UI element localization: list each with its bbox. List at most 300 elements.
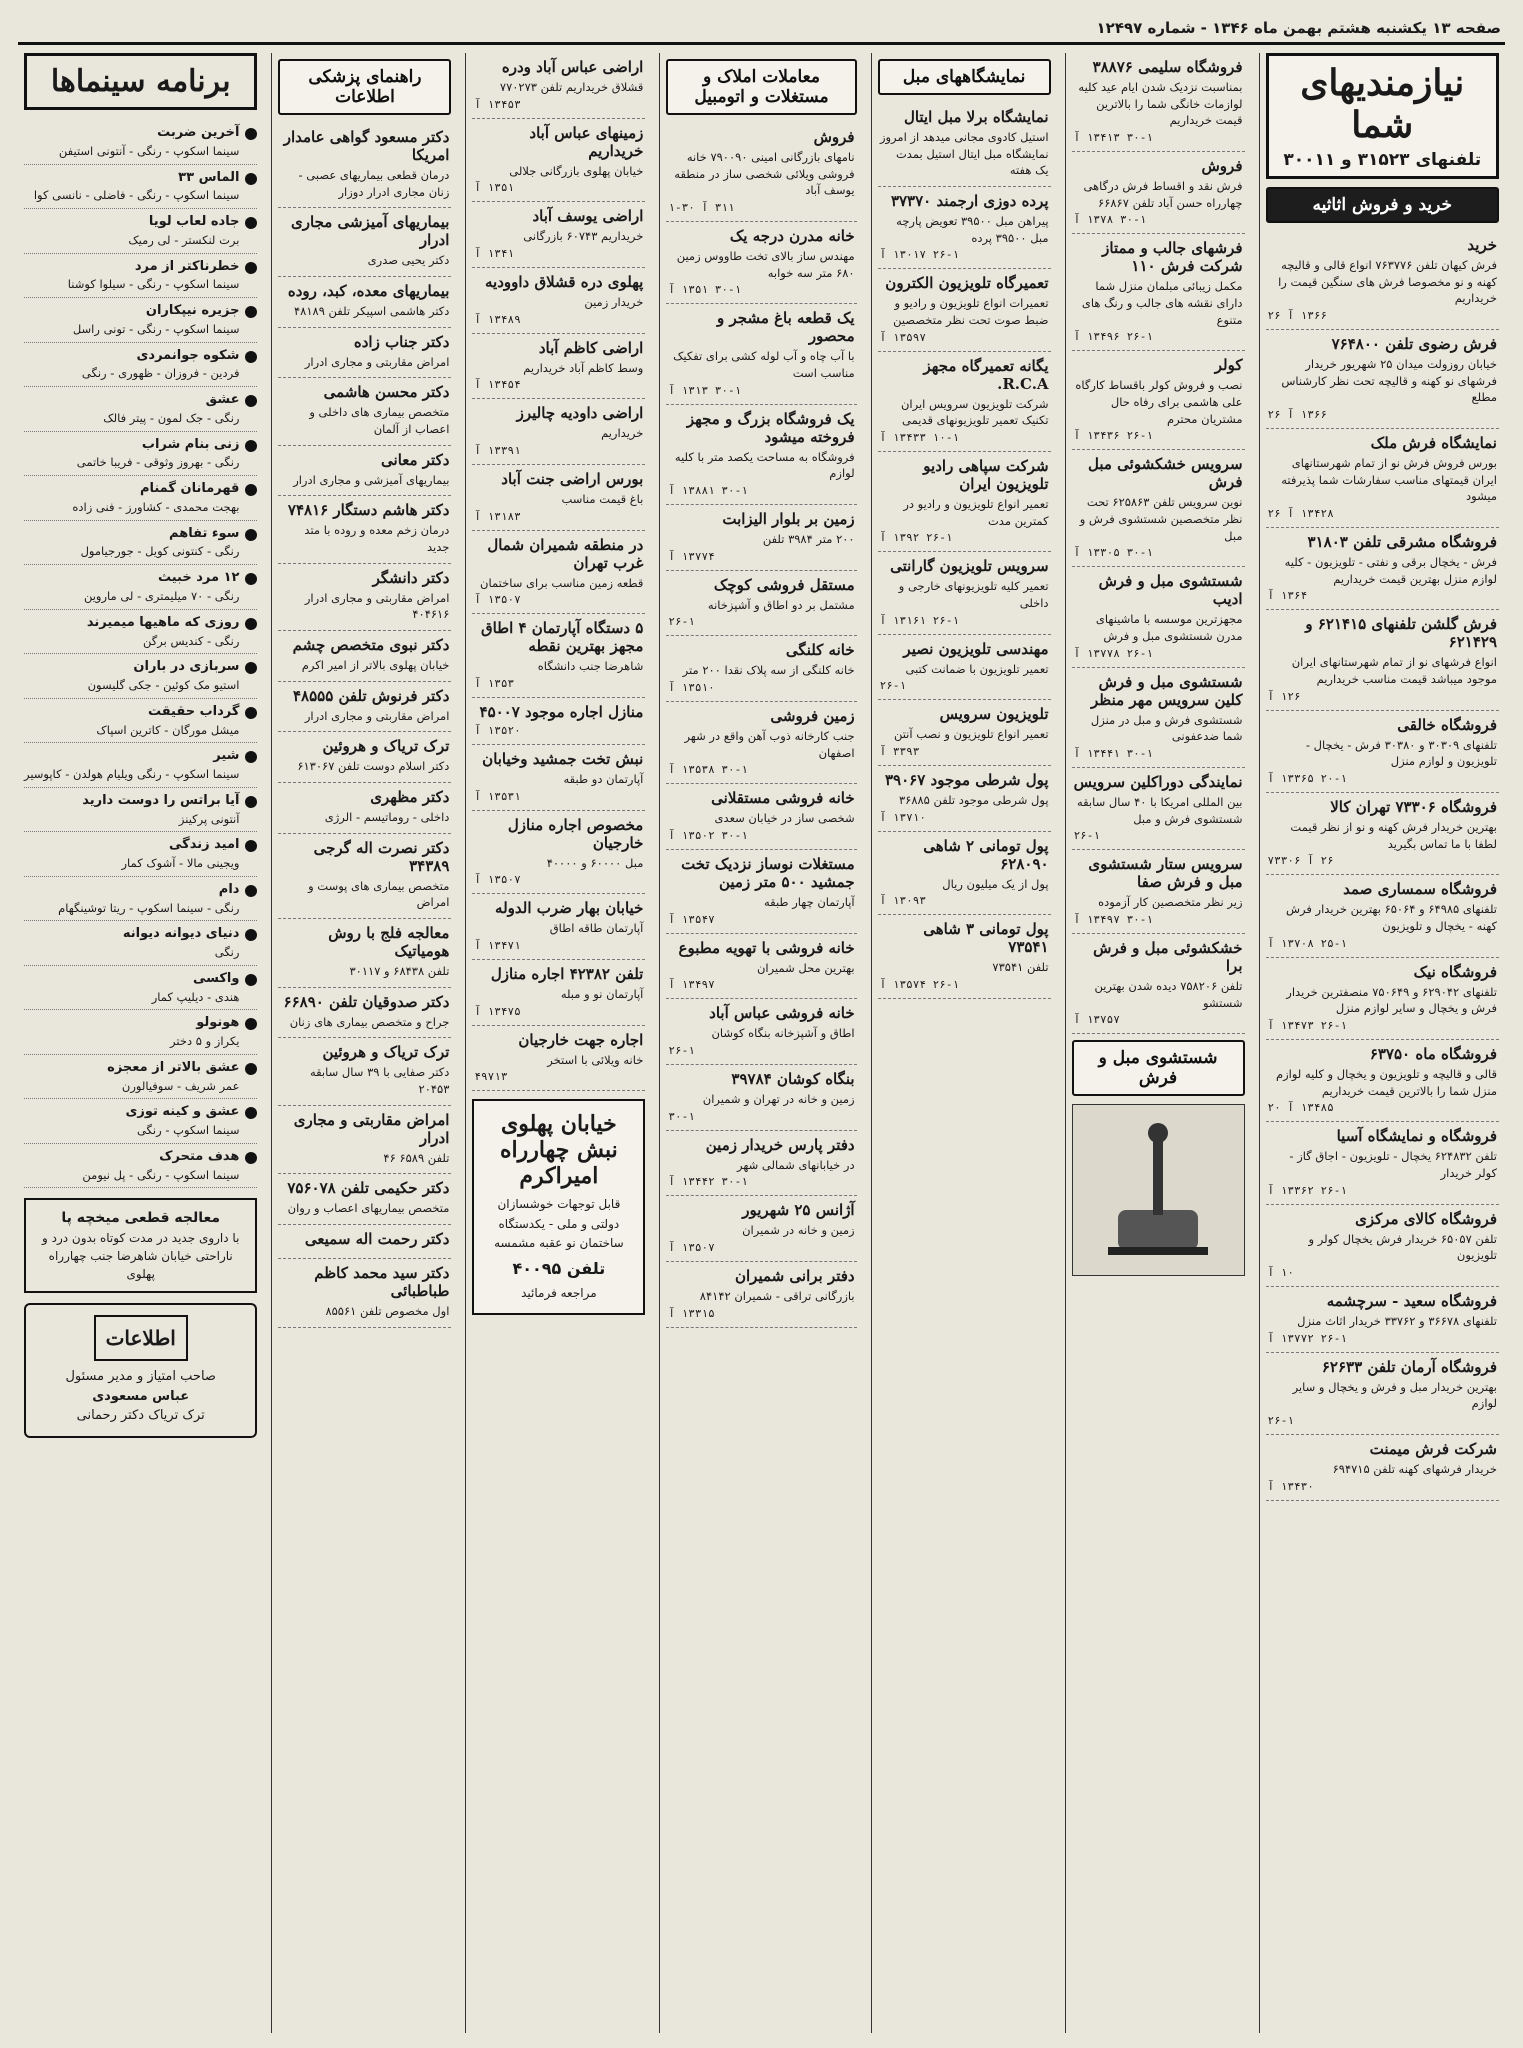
ad-code: ۱۳۳۱۵ آ — [668, 1306, 715, 1320]
ad-title: سرویس تلویزیون گارانتی — [890, 557, 1049, 576]
cinema-listing — [24, 1055, 257, 1100]
ad-body: خیابان روزولت میدان ۲۵ شهریور خریدار فرشهای نو کهنه و قالیچه تحت نظر کارشناس مطلع — [1281, 357, 1497, 405]
classified-ad — [278, 988, 451, 1039]
bullet-icon — [245, 707, 257, 719]
ad-title: پول تومانی ۳ شاهی ۷۳۵۴۱ — [923, 920, 1049, 957]
classified-ad — [1072, 450, 1245, 567]
ad-title: بیماریهای آمیزشی مجاری ادرار — [291, 213, 450, 250]
classified-ad — [278, 328, 451, 379]
ad-body: خیابان پهلوی بالاتر از امیر اکرم — [301, 658, 450, 673]
classified-ad — [666, 1262, 856, 1328]
classified-ad — [472, 960, 645, 1026]
movie-title: زنی بنام شراب — [141, 436, 240, 452]
movie-title: سربازی در باران — [133, 659, 240, 675]
bullet-icon — [245, 885, 257, 897]
ad-code: ۲۶-۱ ۱۳۴۹۶ آ — [1073, 330, 1154, 344]
ad-body: مجهزترین موسسه با ماشینهای مدرن شستشوی مبل و فرش — [1095, 612, 1243, 644]
ad-title: دکتر حکیمی تلفن ۷۵۶۰۷۸ — [287, 1179, 450, 1198]
ad-code: ۱۳۵۰۷ آ — [668, 1241, 715, 1255]
ad-code: ۱۳۵۴۷ آ — [668, 912, 715, 926]
ad-title: شرکت سپاهی رادیو تلویزیون ایران — [923, 457, 1049, 494]
ad-title: دکتر محسن هاشمی — [323, 383, 450, 402]
ad-body: فروشگاه به مساحت یکصد متر با کلیه لوازم — [674, 449, 855, 481]
bullet-icon — [245, 484, 257, 496]
ad-code: ۱۳۵۰۷ آ — [474, 593, 521, 607]
ad-code: ۱۳۴۱ آ — [474, 247, 515, 261]
ad-body: بهترین خریدار مبل و فرش و یخچال و سایر لوازم — [1292, 1379, 1497, 1411]
classified-ad — [278, 378, 451, 445]
ad-code: ۱۳۷۷۴ آ — [668, 549, 715, 563]
classified-ad — [278, 277, 451, 328]
ad-title: فروشگاه نیک — [1413, 962, 1497, 981]
ad-code: ۲۶-۱ ۱۳۹۲ آ — [879, 531, 953, 545]
classified-ad — [878, 269, 1051, 351]
ad-code: ۳۰-۱ ۱۳۵۳۸ آ — [668, 763, 748, 777]
movie-details: برت لنکستر - لی رمیک — [128, 232, 240, 247]
classified-ad — [1072, 567, 1245, 667]
ad-body: شستشوی فرش و مبل در منزل شما ضدعفونی — [1090, 712, 1243, 744]
ad-code: ۳۰-۱ ۱۳۱۳ آ — [668, 383, 742, 397]
ad-code: ۱۳۴۸۵ آ ۲۰ — [1267, 1101, 1334, 1115]
ad-title: در منطقه شمیران شمال غرب تهران — [487, 535, 644, 572]
ad-body: درمان زخم معده و روده با متد جدید — [304, 523, 450, 555]
cinema-listing — [24, 343, 257, 388]
ad-title: اجاره جهت خارجیان — [518, 1030, 644, 1049]
classified-ad — [472, 465, 645, 531]
cinema-listing — [24, 565, 257, 610]
cinema-text — [96, 703, 239, 739]
classified-ad — [666, 850, 856, 934]
ad-code: ۲۶-۱ ۱۳۴۳۶ آ — [1073, 429, 1154, 443]
ad-title: فروشگاه سعید - سرچشمه — [1326, 1292, 1497, 1311]
col2-ads — [1072, 53, 1245, 1034]
ad-title: نمایشگاه برلا مبل ایتال — [903, 108, 1049, 126]
section-buysell: خرید و فروش اثاثیه — [1266, 187, 1499, 223]
cinema-listing — [24, 476, 257, 521]
ad-code: ۲۶-۱ — [668, 1044, 695, 1058]
classified-ad — [666, 1131, 856, 1197]
ad-body: قشلاق خریداریم تلفن ۷۷۰۲۷۳ — [499, 80, 644, 94]
movie-title: دنیای دیوانه دیوانه — [122, 926, 240, 942]
column-realestate — [659, 53, 862, 2033]
ad-title: معالجه فلج با روش هومیاتیک — [328, 924, 450, 961]
ad-code: ۱۳۴۷۱ آ — [474, 939, 521, 953]
ad-title: دکتر جناب زاده — [353, 332, 450, 351]
cinema-listing — [24, 877, 257, 922]
ad-code: ۳۰-۱ ۱۳۵۱ آ — [668, 283, 742, 297]
cinema-text — [88, 658, 240, 694]
cinema-listing — [24, 788, 257, 833]
classified-ad — [1266, 1122, 1499, 1204]
ad-body: فرش نقد و اقساط فرش درگاهی چهارراه حسن آباد تلفن ۶۶۸۶۷ — [1083, 179, 1243, 210]
cinema-listing — [24, 832, 257, 877]
ad-title: دکتر نصرت اله گرجی ۳۴۳۸۹ — [313, 838, 450, 875]
column-doctors — [271, 53, 457, 2033]
ad-code: ۱۳۳۹۱ آ — [474, 444, 521, 458]
cinema-text — [82, 792, 239, 828]
classified-ad — [1266, 711, 1499, 793]
classified-ad — [278, 732, 451, 783]
ad-body: دکتر صفایی با ۳۹ سال سابقه ۲۰۴۵۳ — [309, 1065, 450, 1097]
ad-title: فرشهای جالب و ممتاز شرکت فرش ۱۱۰ — [1102, 239, 1243, 276]
classified-ad — [278, 1174, 451, 1225]
cinema-listing — [24, 743, 257, 788]
classified-ad — [666, 505, 856, 571]
movie-details: رنگی - جک لمون - پیتر فالک — [103, 410, 240, 425]
classified-ad — [1072, 351, 1245, 450]
cinema-text — [128, 213, 239, 249]
bullet-icon — [245, 1018, 257, 1030]
ad-body: تعمیر کلیه تلویزیونهای خارجی و داخلی — [898, 579, 1049, 611]
cinema-listing — [24, 966, 257, 1011]
ad-title: نمایندگی دوراکلین سرویس — [1073, 773, 1243, 792]
ad-body: دکتر یحیی صدری — [367, 253, 450, 268]
ad-body: مشتمل بر دو اطاق و آشپزخانه — [707, 597, 855, 612]
ad-code: ۱۳۶۴ آ — [1267, 589, 1308, 603]
ad-body: درمان قطعی بیماریهای عصبی - زنان مجاری ادرار دوزار — [298, 168, 450, 199]
ad-code: ۱۳۴۵۳ آ — [474, 97, 521, 111]
ad-title: بورس اراضی جنت آباد — [501, 470, 644, 489]
col6-ads — [278, 123, 451, 1328]
classified-ad — [472, 614, 645, 698]
ad-title: مستقل فروشی کوچک — [713, 575, 855, 594]
needs-phones: تلفنهای ۳۱۵۲۳ و ۳۰۰۱۱ — [1283, 150, 1482, 170]
cinema-listing — [24, 699, 257, 744]
bullet-icon — [245, 1063, 257, 1075]
ad-title: تعمیرگاه تلویزیون الکترون — [885, 274, 1049, 293]
ad-code: ۲۶-۱ — [668, 615, 695, 629]
cinema-text — [84, 569, 239, 605]
bullet-icon — [245, 306, 257, 318]
ad-code: ۳۱۱ آ ۳۰-۱ — [668, 201, 735, 215]
movie-title: شکوه جوانمردی — [136, 347, 240, 363]
ad-code: ۲۶-۱ ۱۳۷۷۸ آ — [1073, 646, 1154, 660]
ad-title: یک قطعه باغ مشجر و محصور — [717, 309, 855, 346]
cinema-list — [24, 120, 257, 1188]
movie-details: آنتونی پرکینز — [178, 811, 240, 826]
ad-code: ۱۳۴۵۴ آ — [474, 378, 521, 392]
ad-body: متخصص بیماری های پوست و امراض — [308, 878, 450, 910]
classified-ad — [472, 119, 645, 203]
section-realestate: معاملات املاک و مستغلات و اتومبیل — [666, 59, 856, 115]
classified-ad — [472, 1026, 645, 1092]
classified-ad — [1266, 875, 1499, 957]
vacuum-illustration — [1072, 1104, 1245, 1276]
ad-title: مخصوص اجاره منازل خارجیان — [507, 815, 644, 852]
ad-body: آپارتمان دو طبقه — [563, 772, 644, 787]
column-cinema — [18, 53, 263, 2033]
ad-body: بورس فروش فرش نو از تمام شهرستانهای ایران قیمتهای مناسب سفارشات شما پذیرفته میشود — [1281, 456, 1497, 504]
ad-title: دفتر برانی شمیران — [734, 1267, 855, 1286]
movie-details: هندی - دیلیپ کمار — [151, 989, 240, 1004]
ad-title: شستشوی مبل و فرش کلین سرویس مهر منظر — [1091, 672, 1243, 709]
ad-title: سرویس خشکشوئی مبل فرش — [1088, 455, 1243, 492]
ad-body: بیماریهای آمیزشی و مجاری ادرار — [293, 472, 450, 487]
cinema-listing — [24, 165, 257, 210]
movie-details: سینما اسکوپ - رنگی - فاضلی - نانسی کوا — [33, 188, 240, 203]
publisher-line1: صاحب امتیاز و مدیر مسئول — [65, 1369, 216, 1385]
classified-ad — [278, 123, 451, 208]
classified-ad — [278, 834, 451, 919]
classified-ad — [472, 202, 645, 268]
ad-body: تلفن ۶۲۴۸۳۲ یخچال - تلویزیون - اجاق گاز - کولر خریدار — [1289, 1149, 1497, 1181]
movie-details: فردین - فروزان - ظهوری - رنگی — [81, 366, 240, 381]
ad-title: اراضی عباس آباد ودره — [501, 58, 644, 76]
ad-title: خانه فروشی عباس آباد — [709, 1004, 855, 1023]
movie-details: سینما اسکوپ - رنگی ویلیام هولدن - کاپوسیر — [23, 767, 240, 782]
vacuum-icon — [1098, 1115, 1218, 1265]
ad-body: آپارتمان نو و مبله — [560, 987, 644, 1002]
ad-title: فروشگاه و نمایشگاه آسیا — [1336, 1127, 1497, 1146]
classified-ad — [278, 1038, 451, 1105]
movie-details: سینما اسکوپ - رنگی — [136, 1123, 240, 1138]
ad-body: داخلی - روماتیسم - الرژی — [324, 810, 450, 825]
ad-title: اراضی کاظم آباد — [538, 338, 644, 357]
classified-ad — [278, 564, 451, 631]
ad-body: قطعه زمین مناسب برای ساختمان — [480, 575, 644, 590]
bullet-icon — [245, 128, 257, 140]
ad-code: ۲۶-۱ ۱۳۵۷۴ آ — [879, 978, 960, 992]
header-issue: صفحه ۱۳ یکشنبه هشتم بهمن ماه ۱۳۴۶ - شماره ۱۲۴۹۷ — [1096, 19, 1501, 37]
ad-body: آپارتمان طاقه اطاق — [549, 921, 644, 936]
promo-phone: تلفن ۴۰۰۹۵ — [512, 1258, 606, 1278]
ad-code: ۱۳۵۹۷ آ — [879, 330, 926, 344]
movie-details: یکراز و ۵ دختر — [170, 1034, 240, 1049]
ad-body: پول شرطی موجود تلفن ۳۶۸۸۵ — [898, 793, 1049, 808]
ad-title: خانه مدرن درجه یک — [729, 227, 855, 246]
bullet-icon — [245, 351, 257, 363]
ad-code: ۲۶-۱ ۱۳۱۶۱ آ — [879, 613, 960, 627]
ad-body: خریدار زمین — [584, 295, 644, 310]
cinema-text — [103, 391, 239, 427]
column-exhibitions — [871, 53, 1057, 2033]
bullet-icon — [245, 529, 257, 541]
ad-title: سرویس ستار شستشوی مبل و فرش صفا — [1088, 855, 1243, 892]
cinema-listing — [24, 387, 257, 432]
ad-title: دکتر دانشگر — [372, 568, 450, 587]
section-doctors: راهنمای پزشکی اطلاعات — [278, 59, 451, 115]
ad-title: فروشگاه مشرقی تلفن ۳۱۸۰۳ — [1307, 533, 1497, 552]
ad-body: استیل کادوی مجانی میدهد از امروز نمایشگاه مبل ایتال استیل بمدت یک هفته — [879, 130, 1049, 178]
ad-code: ۳۰-۱ ۱۳۴۱۳ آ — [1073, 131, 1154, 145]
cinema-listing — [24, 254, 257, 299]
movie-title: جاده لعاب لویا — [148, 214, 240, 230]
ad-code: ۳۳۹۳ آ — [879, 745, 920, 759]
bullet-icon — [245, 974, 257, 986]
ad-code: ۲۰-۱ ۱۳۳۶۵ آ — [1267, 772, 1348, 786]
movie-details: رنگی - ۷۰ میلیمتری - لی ماروین — [83, 589, 240, 603]
ad-body: پیراهن مبل ۳۹۵۰۰ تعویض پارچه مبل ۳۹۵۰۰ پرده — [896, 214, 1049, 245]
publisher-line3: ترک تریاک دکتر رحمانی — [76, 1408, 205, 1424]
ad-body: پول از یک میلیون ریال — [942, 876, 1049, 891]
ad-body: فرش کیهان تلفن ۷۶۳۷۷۶ انواع قالی و قالیچه کهنه و نو مخصوصا فرش های سنگین قیمت را خریداریم — [1278, 258, 1497, 306]
ad-body: خانه کلنگی از سه پلاک نقدا ۲۰۰ متر — [682, 663, 855, 678]
ad-code: ۲۶-۱ ۱۳۳۶۲ آ — [1267, 1183, 1348, 1197]
ad-title: پرده دوزی ارجمند ۳۷۳۷۰ — [890, 192, 1049, 211]
cinema-text — [58, 881, 239, 917]
ad-code: ۱۳۴۹۷ آ — [668, 978, 715, 992]
classified-ad — [1266, 231, 1499, 330]
classified-ad — [1072, 850, 1245, 934]
ad-title: امراض مقاربتی و مجاری ادرار — [293, 1110, 450, 1147]
callus-box — [24, 1198, 257, 1293]
movie-details: رنگی - کندیس برگن — [143, 633, 240, 648]
bullet-icon — [245, 618, 257, 630]
ad-body: اول مخصوص تلفن ۸۵۵۶۱ — [325, 1304, 450, 1319]
ad-title: شرکت فرش میمنت — [1369, 1440, 1497, 1459]
movie-title: سوء تفاهم — [169, 525, 240, 541]
col5-ads — [472, 53, 645, 1091]
ad-body: تعمیر انواع تلویزیون و نصب آنتن — [893, 727, 1049, 742]
ad-body: دکتر هاشمی اسپیکر تلفن ۴۸۱۸۹ — [293, 304, 450, 319]
movie-details: ویجینی مالا - آشوک کمار — [121, 856, 240, 871]
movie-details: استیو مک کوئین - جکی گلیسون — [87, 678, 240, 693]
ad-body: تعمیر انواع تلویزیون و رادیو در کمترین مدت — [903, 497, 1049, 528]
cinema-text — [34, 169, 240, 205]
ad-title: دفتر پارس خریدار زمین — [705, 1135, 855, 1154]
ad-body: مهندس ساز بالای تخت طاووس زمین ۶۸۰ متر سه خوابه — [676, 249, 855, 280]
ad-code: ۱۰-۱ ۱۳۴۳۳ آ — [879, 431, 960, 445]
classified-ad — [278, 783, 451, 834]
ad-code: ۲۶-۱ ۱۳۴۷۳ آ — [1267, 1019, 1348, 1033]
ad-code: ۱۳۴۲۸ آ ۲۶ — [1267, 507, 1334, 521]
classified-ad — [878, 187, 1051, 269]
ad-title: اراضی داودیه چالیرز — [516, 404, 644, 423]
ad-body: بهترین محل شمیران — [756, 960, 855, 975]
cinema-text — [87, 614, 240, 650]
column-furniture-sale — [1065, 53, 1251, 2033]
bullet-icon — [245, 840, 257, 852]
promo-body: قابل توجهات خوشسازان دولتی و ملی - یکدستگاه ساختمان نو عقبه مشمسه — [494, 1197, 624, 1250]
ad-body: مبل ۶۰۰۰۰ و ۴۰۰۰۰ — [546, 855, 644, 870]
bullet-icon — [245, 217, 257, 229]
ad-body: تلفنهای ۶۲۹۰۴۲ و ۷۵۰۶۴۹ منصفترین خریدار فرش و یخچال و سایر لوازم منزل — [1286, 984, 1497, 1016]
movie-title: شیر — [213, 748, 240, 764]
movie-details: عمر شریف - سوفیالورن — [121, 1078, 240, 1093]
ad-code: ۳۰-۱ ۱۳۷۸ آ — [1073, 213, 1147, 227]
movie-details: سینما اسکوپ - رنگی - آنتونی استیفن — [58, 143, 240, 158]
ad-body: اطاق و آشپزخانه بنگاه کوشان — [711, 1026, 855, 1041]
classified-ad — [666, 1065, 856, 1131]
ad-body: زیر نظر متخصصین کار آزموده — [1098, 895, 1243, 910]
ad-code: ۲۶-۱ ۱۳۰۱۷ آ — [879, 248, 960, 262]
classified-ad — [278, 919, 451, 988]
movie-title: دام — [218, 881, 240, 897]
ad-code: ۱۳۵۱۰ آ — [668, 681, 715, 695]
cinema-listing — [24, 120, 257, 165]
cinema-text — [77, 436, 240, 472]
ad-body: تلفن ۷۵۸۲۰۶ دیده شدن بهترین شستشو — [1094, 979, 1243, 1010]
classified-ad — [1266, 793, 1499, 875]
ad-body: متخصص بیماریهای اعصاب و روان — [287, 1201, 450, 1216]
ad-title: دکتر معانی — [381, 450, 450, 469]
bullet-icon — [245, 1107, 257, 1119]
ad-title: دکتر فرنوش تلفن ۴۸۵۵۵ — [292, 686, 450, 705]
ad-title: زمین فروشی — [770, 707, 855, 726]
ad-body: شرکت تلویزیون سرویس ایران تکنیک تعمیر تلویزیونهای قدیمی — [900, 396, 1049, 428]
ad-title: فروشگاه کالای مرکزی — [1355, 1209, 1497, 1228]
classified-ad — [1266, 528, 1499, 610]
ad-body: تلفن ۷۳۵۴۱ — [992, 960, 1049, 975]
ad-code: ۱۲۶ آ — [1267, 689, 1301, 703]
ad-code: ۱۳۵۲۰ آ — [474, 724, 521, 738]
ad-code: ۴۹۷۱۳ — [474, 1070, 508, 1084]
movie-title: روزی که ماهیها میمیرند — [86, 614, 240, 630]
bullet-icon — [245, 395, 257, 407]
ad-title: فروشگاه ۷۳۳۰۶ تهران کالا — [1330, 798, 1497, 817]
classified-ad — [278, 496, 451, 563]
ad-title: دکتر سید محمد کاظم طباطبائی — [314, 1264, 450, 1301]
ad-body: تلفنهای ۳۰۳۰۹ و ۳۰۳۸۰ فرش - یخچال - تلویزیون و لوازم منزل — [1305, 737, 1497, 769]
cinema-listing — [24, 654, 257, 699]
ad-title: ۵ دستگاه آپارتمان ۴ اطاق مجهز بهترین نقطه — [480, 619, 644, 656]
classified-ad — [666, 1196, 856, 1262]
column-furniture-buy — [1259, 53, 1505, 2033]
ad-body: بین المللی امریکا با ۴۰ سال سابقه شستشوی فرش و مبل — [1076, 795, 1243, 826]
classified-ad — [1072, 668, 1245, 768]
classified-ad — [878, 635, 1051, 701]
ad-code: ۱۳۴۳۰ آ — [1267, 1479, 1314, 1493]
classified-ad — [878, 452, 1051, 552]
cinema-text — [123, 925, 240, 961]
ad-body: انواع فرشهای نو از تمام شهرستانهای ایران موجود میباشد قیمت مناسب خریداریم — [1291, 655, 1497, 687]
promo-foot: مراجعه فرمائید — [521, 1285, 597, 1300]
section-exhibition: نمایشگاههای مبل — [878, 59, 1051, 95]
cinema-title: برنامه سینماها — [24, 53, 257, 110]
ad-title: دکتر نبوی متخصص چشم — [292, 636, 450, 655]
classified-ad — [472, 531, 645, 615]
needs-title: نیازمندیهای شما — [1300, 62, 1465, 146]
ad-title: خانه فروشی با تهویه مطبوع — [678, 938, 855, 957]
classified-ad — [666, 636, 856, 702]
ad-code: ۱۳۱۸۳ آ — [474, 509, 521, 523]
section-furniture-wash: شستشوی مبل و فرش — [1072, 1040, 1245, 1096]
ad-body: مکمل زیبائی مبلمان منزل شما دارای نقشه های جالب و رنگ های متنوع — [1081, 279, 1243, 327]
newspaper-logo: اطلاعات — [94, 1315, 188, 1361]
classified-ad — [1072, 234, 1245, 351]
ad-body: بمناسبت نزدیک شدن ایام عید کلیه لوازمات خانگی شما را بالاترین قیمت خریداریم — [1078, 80, 1243, 128]
ad-title: پهلوی دره قشلاق داوودیه — [484, 273, 644, 292]
ad-code: ۱۳۷۵۷ آ — [1073, 1013, 1120, 1027]
ad-body: باغ قیمت مناسب — [561, 492, 644, 507]
cinema-text — [82, 1148, 239, 1184]
ad-code: ۳۰-۱ ۱۳۴۴۱ آ — [1073, 747, 1154, 761]
cinema-listing — [24, 521, 257, 566]
classified-ad — [1072, 53, 1245, 152]
ad-title: بیماریهای معده، کبد، روده — [287, 282, 450, 301]
ad-code: ۱۳۴۸۹ آ — [474, 312, 521, 326]
classified-ad — [472, 811, 645, 895]
ad-code: ۱۳۶۶ آ ۲۶ — [1267, 408, 1328, 422]
classified-ad — [878, 766, 1051, 832]
classified-ad — [666, 571, 856, 637]
classified-ad — [1266, 1287, 1499, 1353]
ad-code: ۲۶-۱ — [1267, 1414, 1295, 1428]
callus-title: معالجه قطعی میخچه پا — [61, 1210, 221, 1227]
bullet-icon — [245, 262, 257, 274]
movie-details: رنگی — [214, 945, 240, 960]
ad-title: فروشگاه خالقی — [1397, 715, 1497, 734]
ad-code: ۱۳۷۱۰ آ — [879, 810, 926, 824]
classified-ad — [666, 222, 856, 304]
classified-ad — [1266, 1353, 1499, 1435]
column-land — [465, 53, 651, 2033]
cinema-listing — [24, 1099, 257, 1144]
ad-body: در خیابانهای شمالی شهر — [737, 1157, 855, 1172]
movie-title: آخرین ضربت — [157, 125, 240, 140]
ad-title: فروش — [1201, 157, 1243, 176]
ad-code: ۲۵-۱ ۱۳۷۰۸ آ — [1267, 936, 1348, 950]
